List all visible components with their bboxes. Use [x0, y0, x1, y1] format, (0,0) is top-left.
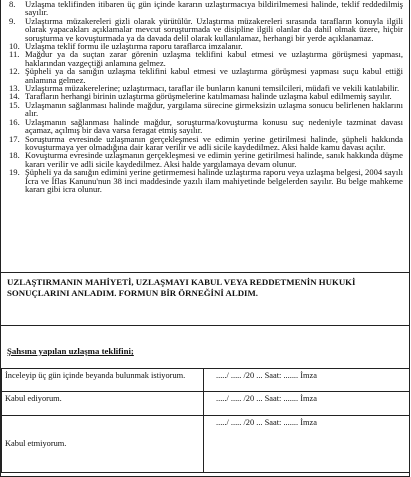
table-row [2, 369, 410, 392]
item-number: 15. [9, 99, 20, 110]
list-item [1, 118, 409, 135]
list-item [1, 67, 409, 84]
item-number: 9. [9, 15, 16, 26]
acknowledgement-notice: UZLAŞTIRMANIN MAHİYETİ, UZLAŞMAYI KABUL VEYA REDDETMENİN HUKUKİ SONUÇLARINI ANLADIM. FORMUN BİR ÖRNEĞİNİ ALDIM. [0, 272, 410, 326]
item-text: Kovuşturma evresinde uzlaşmanın gerçekleşmesi ve edimin yerine getirilmesi halinde, sanık hakkında düşme kararı verilir ve adli sicile kaydedilmez. Aksi halde yargılamaya devam olunur. [25, 150, 403, 169]
list-item [1, 168, 409, 193]
item-text: Tarafların herhangi birinin uzlaştırma görüşmelerine katılmaması halinde uzlaşma kabul edilmemiş sayılır. [25, 91, 392, 102]
signature-field[interactable]: ...../ ..... /20 ... Saat: ....... İmza [204, 392, 410, 416]
table-row [2, 392, 410, 416]
item-text: Soruşturma evresinde uzlaşmanın gerçekleşmesi ve edimin yerine getirilmesi halinde, şüpheli hakkında kovuşturmaya yer olmadığına dair karar verilir ve adli sicile kaydedilmez. Aksi halde kamu davası açılır. [25, 133, 403, 152]
item-text: Uzlaşma teklif formu ile uzlaştırma raporu taraflarca imzalanır. [25, 41, 243, 52]
table-row [2, 416, 410, 473]
item-number: 17. [9, 133, 20, 144]
signature-field[interactable]: ...../ ..... /20 ... Saat: ....... İmza [204, 369, 410, 392]
item-text: Uzlaşma teklifinden itibaren üç gün içinde kararın uzlaştırmacıya bildirilmemesi halinde, teklif reddedilmiş sayılır. [25, 0, 403, 18]
list-item [1, 135, 409, 152]
list-item [1, 101, 409, 118]
signature-field[interactable]: ...../ ..... /20 ... Saat: ....... İmza [204, 416, 410, 473]
item-text: Uzlaşmanın sağlanması halinde mağdur, soruşturma/kovuşturma konusu suç nedeniyle tazminat davası açamaz, açılmış bir dava varsa feragat etmiş sayılır. [25, 116, 403, 136]
option-reject[interactable]: Kabul etmiyorum. [2, 416, 204, 473]
item-text: Şüpheli ya da sanığın edimini yerine getirmemesi halinde uzlaştırma raporu veya uzlaşma belgesi, 2004 sayılı İcra ve İflas Kanunu'nun 38 inci maddesinde yazılı ilam mahiyetinde belgelerden sayılır. Bu belge mahkeme kararı gibi icra olunur. [25, 167, 403, 194]
item-number: 18. [9, 150, 20, 161]
list-item [1, 0, 409, 17]
item-number: 14. [9, 91, 20, 102]
form-title: Şahsına yapılan uzlaşma teklifini; [7, 346, 134, 356]
item-number: 12. [9, 66, 20, 77]
offer-response-form [0, 326, 410, 477]
list-item [1, 50, 409, 67]
response-table [1, 368, 410, 473]
list-item [1, 151, 409, 168]
item-number: 11. [9, 49, 20, 60]
item-text: Uzlaştırma müzakerelerine; uzlaştırmacı, taraflar ile bunların kanuni temsilcileri, müdafi ve vekili katılabilir. [25, 83, 400, 94]
item-number: 13. [9, 83, 20, 94]
option-accept[interactable]: Kabul ediyorum. [2, 392, 204, 416]
item-text: Şüpheli ya da sanığın uzlaşma teklifini kabul etmesi ve uzlaştırma görüşmesi yapması suçu kabul ettiği anlamına gelmez. [25, 66, 403, 85]
item-number: 10. [9, 41, 20, 52]
list-item [1, 17, 409, 42]
item-text: Uzlaşmanın sağlanması halinde mağdur, yargılama sürecine girmeksizin uzlaşma sonucu belirlenen haklarını alır. [25, 99, 403, 119]
option-review[interactable]: İnceleyip üç gün içinde beyanda bulunmak istiyorum. [2, 369, 204, 392]
item-text: Uzlaştırma müzakereleri gizli olarak yürütülür. Uzlaştırma müzakereleri sırasında tarafların konuyla ilgili olarak yapacakları açıklamalar mevcut soruşturmada ve disipline ilgili olanlar da dahil olmak üzere, hiçbir soruşturma ve kovuşturmada ya da davada delil olarak kullanılamaz, herhangi bir yerde açıklanamaz. [25, 15, 403, 43]
item-number: 16. [9, 116, 20, 127]
item-number: 19. [9, 167, 20, 178]
item-text: Mağdur ya da suçtan zarar görenin uzlaşma teklifini kabul etmesi ve uzlaştırma görüşmesi yapması, haklarından vazgeçtiği anlamına gelmez. [25, 49, 403, 68]
item-number: 8. [9, 0, 16, 9]
